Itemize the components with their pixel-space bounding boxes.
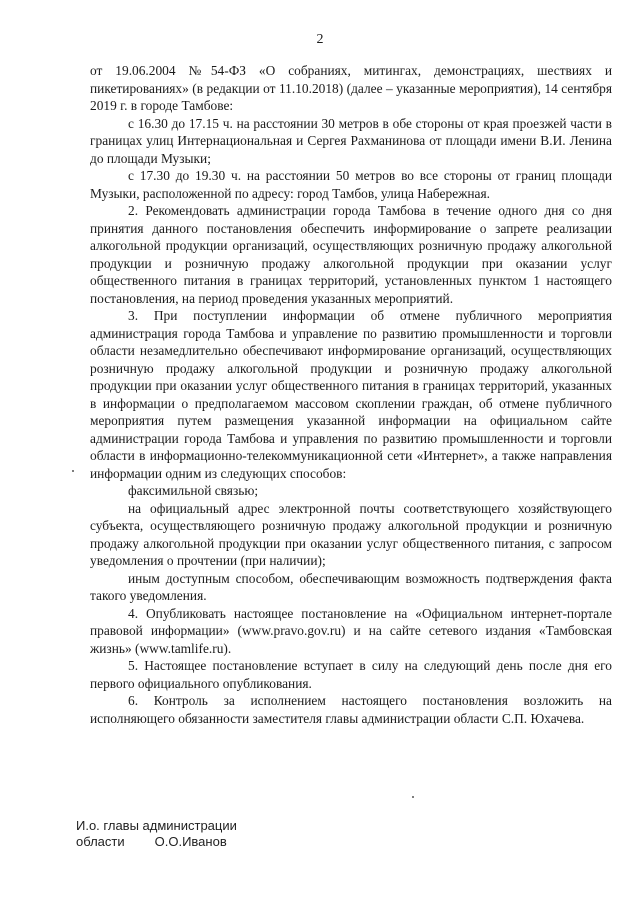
page-number: 2 — [316, 32, 324, 47]
signatory-name: О.О.Иванов — [154, 834, 227, 849]
paragraph-item-2: 2. Рекомендовать администрации города Тамбова в течение одного дня со дня принятия данного постановления обеспечить информирование о запрете реализации алкогольной продукции организаций, осуществляющих розничную продажу алкогольной продукции и розничную продажу алкогольной продукции при оказании услуг общественного питания в границах территорий, установленных пунктом 1 настоящего постановления, на период проведения указанных мероприятий. — [90, 203, 612, 306]
signatory-row — [76, 834, 237, 850]
document-body — [90, 62, 612, 727]
paragraph-time-1: с 16.30 до 17.15 ч. на расстоянии 30 метров в обе стороны от края проезжей части в границах улиц Интернациональная и Сергея Рахманинова от площади имени В.И. Ленина до площади Музыки; — [90, 115, 612, 166]
signatory-title-cont: области — [76, 834, 125, 849]
paragraph-item-4: 4. Опубликовать настоящее постановление на «Официальном интернет-портале правовой информации» (www.pravo.gov.ru) и на сайте сетевого издания «Тамбовская жизнь» (www.tamlife.ru). — [90, 605, 612, 656]
paragraph-time-2: с 17.30 до 19.30 ч. на расстоянии 50 метров во все стороны от границ площади Музыки, расположенной по адресу: город Тамбов, улица Набережная. — [90, 168, 612, 201]
paragraph-method-fax: факсимильной связью; — [128, 483, 259, 498]
signature-block — [76, 818, 237, 850]
signatory-title: И.о. главы администрации — [76, 818, 237, 833]
paragraph-intro: от 19.06.2004 №54-ФЗ «О собраниях, митингах, демонстрациях, шествиях и пикетированиях» (в редакции от 11.10.2018) (далее – указанные мероприятия), 14 сентября 2019 г. в городе Тамбове: — [90, 63, 612, 113]
paragraph-item-5: 5. Настоящее постановление вступает в силу на следующий день после дня его первого официального опубликования. — [90, 658, 612, 691]
paragraph-method-email: на официальный адрес электронной почты соответствующего хозяйствующего субъекта, осуществляющего розничную продажу алкогольной продукции и розничную продажу алкогольной продукции при оказании услуг общественного питания, с запросом уведомления о прочтении (при наличии); — [90, 500, 612, 568]
paragraph-item-3: 3. При поступлении информации об отмене публичного мероприятия администрация города Тамбова и управление по развитию промышленности и торговли области незамедлительно обеспечивают информирование организаций, осуществляющих розничную продажу алкогольной продукции и розничную продажу алкогольной продукции при оказании услуг общественного питания в границах территорий, указанных в информации о предполагаемом массовом скоплении граждан, об отмене публичного мероприятия путем размещения указанной информации на официальном сайте администрации города Тамбова и управления по развитию промышленности и торговли области в информационно-телекоммуникационной сети «Интернет», а также направления информации одним из следующих способов: — [90, 308, 612, 481]
scan-speck — [412, 796, 414, 798]
scan-speck — [72, 470, 74, 472]
paragraph-item-6: 6. Контроль за исполнением настоящего постановления возложить на исполняющего обязанности заместителя главы администрации области С.П. Юхачева. — [90, 693, 612, 726]
paragraph-method-other: иным доступным способом, обеспечивающим возможность подтверждения факта такого уведомления. — [90, 570, 612, 603]
